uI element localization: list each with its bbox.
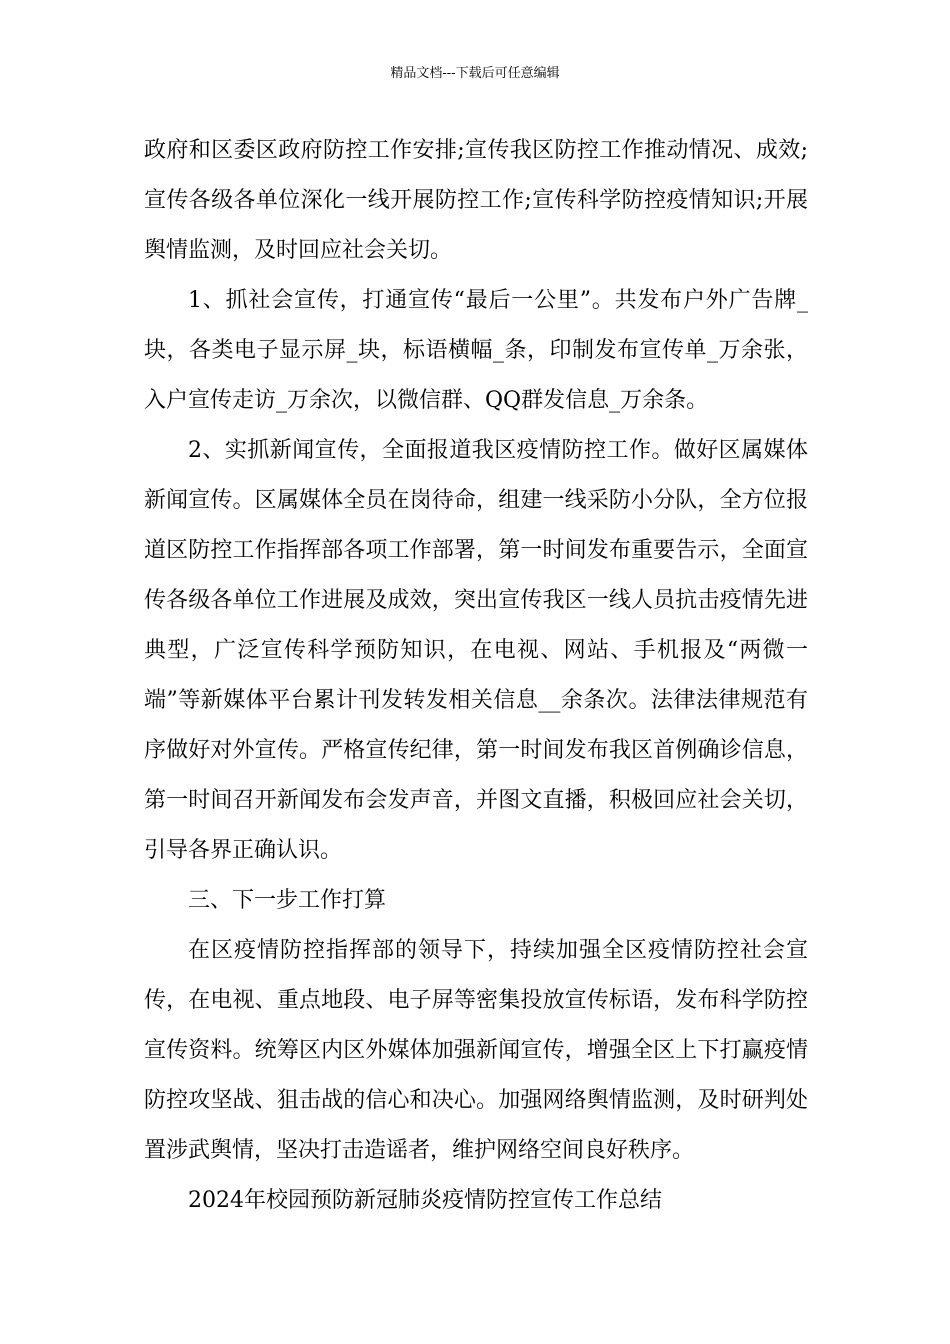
document-body [144, 126, 808, 1226]
section-heading-next-steps: 三、下一步工作打算 [188, 888, 387, 913]
page-header: 精品文档---下载后可任意编辑 [390, 66, 560, 81]
paragraph-continuation: 政府和区委区政府防控工作安排;宣传我区防控工作推动情况、成效;宣传各级各单位深化一线开展防控工作;宣传科学防控疫情知识;开展舆情监测，及时回应社会关切。 [144, 138, 808, 263]
paragraph-news-publicity: 2、实抓新闻宣传，全面报道我区疫情防控工作。做好区属媒体新闻宣传。区属媒体全员在岗待命，组建一线采防小分队，全方位报道区防控工作指挥部各项工作部署，第一时间发布重要告示，全面宣传各级各单位工作进展及成效，突出宣传我区一线人员抗击疫情先进典型，广泛宣传科学预防知识，在电视、网站、手机报及“两微一端”等新媒体平台累计刊发转发相关信息__余条次。法律法律规范有序做好对外宣传。严格宣传纪律，第一时间发布我区首例确诊信息，第一时间召开新闻发布会发声音，并图文直播，积极回应社会关切，引导各界正确认识。 [144, 438, 808, 863]
paragraph-social-publicity: 1、抓社会宣传，打通宣传“最后一公里”。共发布户外广告牌_块，各类电子显示屏_块，标语横幅_条，印制发布宣传单_万余张，入户宣传走访_万余次，以微信群、QQ群发信息_万余条。 [144, 288, 808, 413]
paragraph-next-steps: 在区疫情防控指挥部的领导下，持续加强全区疫情防控社会宣传，在电视、重点地段、电子屏等密集投放宣传标语，发布科学防控宣传资料。统筹区内区外媒体加强新闻宣传，增强全区上下打赢疫情防控攻坚战、狙击战的信心和决心。加强网络舆情监测，及时研判处置涉武舆情，坚决打击造谣者，维护网络空间良好秩序。 [144, 938, 808, 1163]
document-title-next: 2024年校园预防新冠肺炎疫情防控宣传工作总结 [188, 1188, 662, 1213]
